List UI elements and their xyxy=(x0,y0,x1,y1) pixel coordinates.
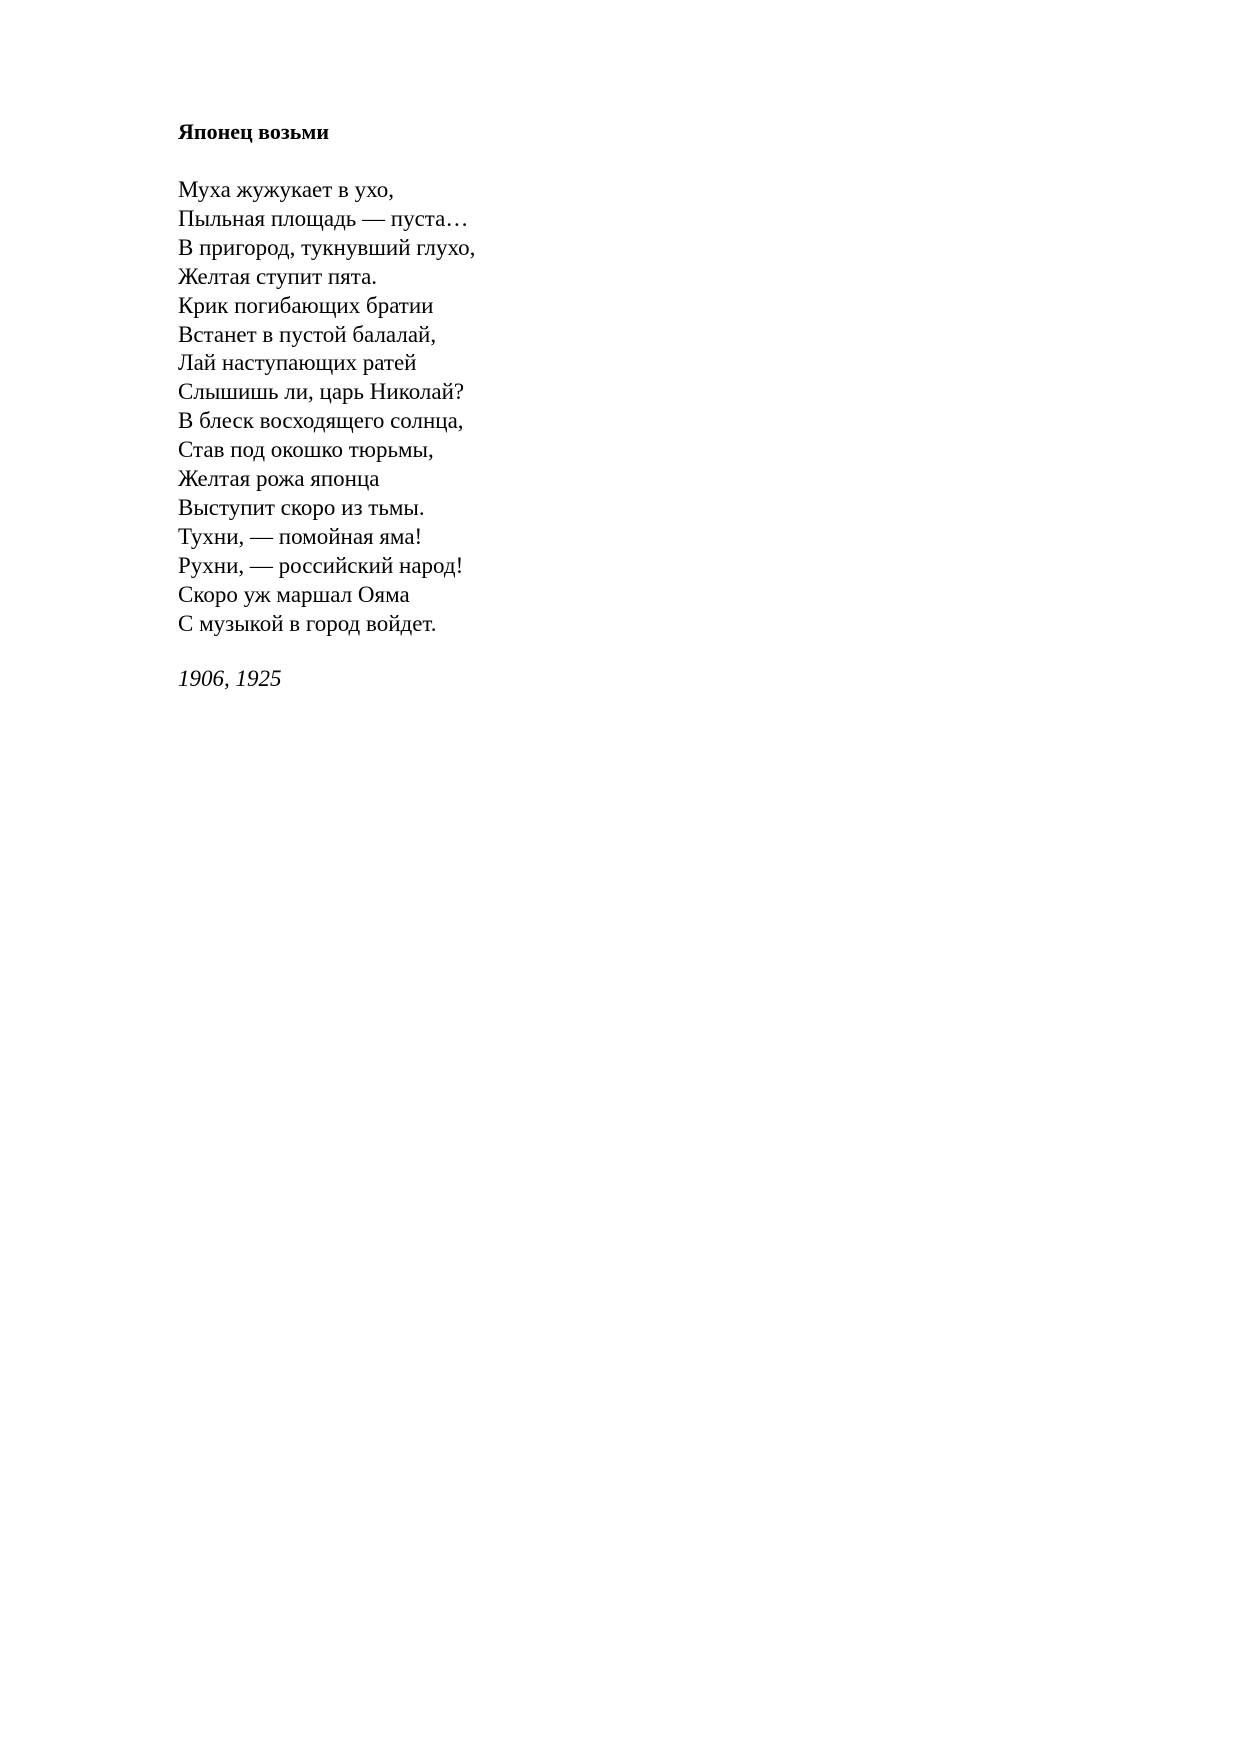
poem-date: 1906, 1925 xyxy=(178,666,282,691)
poem-line: Желтая рожа японца xyxy=(178,466,380,492)
poem-line: Тухни, — помойная яма! xyxy=(178,523,423,549)
poem-line: Муха жужукает в ухо, xyxy=(178,177,395,202)
poem-line: С музыкой в город войдет. xyxy=(178,610,437,636)
poem-line: Слышишь ли, царь Николай? xyxy=(178,379,465,405)
poem-line: Выступит скоро из тьмы. xyxy=(178,494,425,520)
poem-line: Лай наступающих ратей xyxy=(178,350,417,376)
poem-line: В пригород, тукнувший глухо, xyxy=(178,234,476,260)
poem-line: Желтая ступит пята. xyxy=(178,263,378,289)
poem-line: Став под окошко тюрьмы, xyxy=(178,437,434,463)
poem-title: Японец возьми xyxy=(178,119,330,144)
poem-line: Крик погибающих братии xyxy=(178,292,434,318)
poem-line: Скоро уж маршал Ояма xyxy=(178,581,410,607)
poem-stanza xyxy=(178,176,475,639)
poem-line: Встанет в пустой балалай, xyxy=(178,321,437,347)
poem-line: В блеск восходящего солнца, xyxy=(178,408,464,434)
poem-line: Рухни, — российский народ! xyxy=(178,552,464,578)
poem-line: Пыльная площадь — пуста… xyxy=(178,205,469,231)
